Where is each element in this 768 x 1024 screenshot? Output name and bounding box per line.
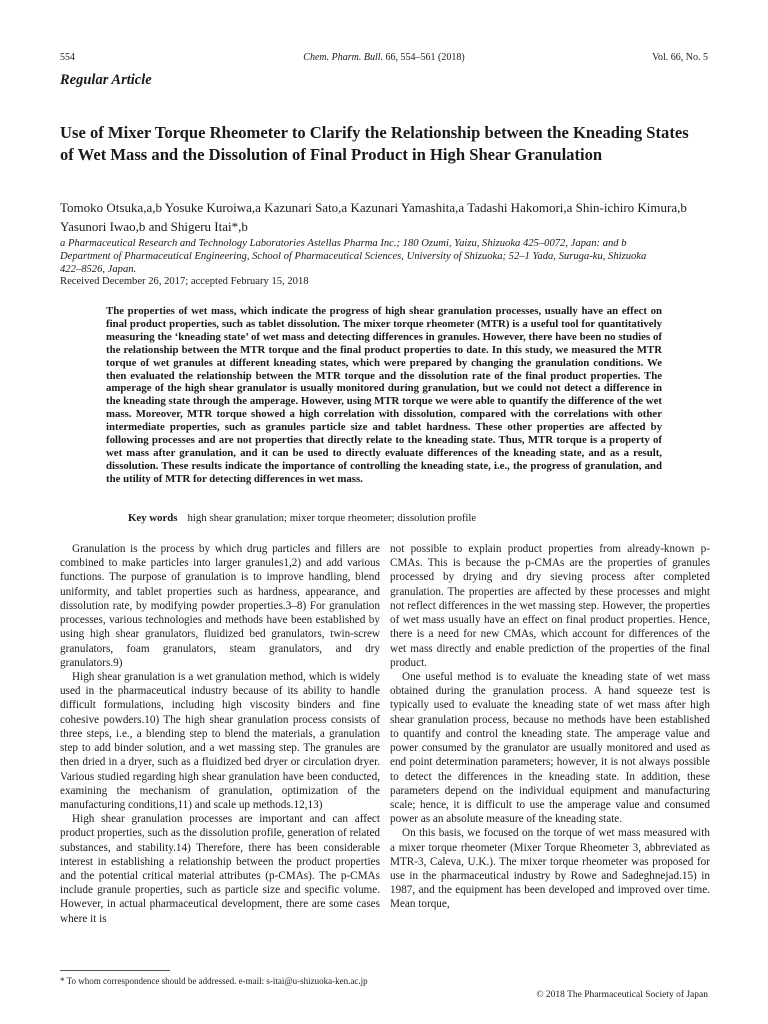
paragraph: On this basis, we focused on the torque of wet mass measured with a mixer torque rheometer (Mixer Torque Rheometer 3, abbreviated as MTR-3, Caleva, U.K.). The mixer torque rheometer was proposed for use in the pharmaceutical industry by Rowe and Sadeghnejad.15) in 1987, and the equipment has been developed and improved over time. Mean torque, xyxy=(390,827,710,911)
body-column-right xyxy=(390,542,710,912)
paragraph: One useful method is to evaluate the kneading state of wet mass obtained during the granulation process. A hand squeeze test is typically used to evaluate the kneading state of wet mass after high shear granulation process, because no methods have been established to quantify and control the kneading state. The amperage value and power consumed by the granulator are usually monitored and used as end point determination parameters; however, it is not always possible to detect the differences in the kneading state. In addition, these parameters depend on the individual equipment and manufacturing scale; hence, it is difficult to use the amperage value and consumed power as an absolute measure of the kneading state. xyxy=(390,670,710,826)
journal-issue: 66, 554–561 (2018) xyxy=(383,52,465,63)
copyright-notice: © 2018 The Pharmaceutical Society of Japan xyxy=(536,990,708,1000)
article-title: Use of Mixer Torque Rheometer to Clarify the Relationship between the Kneading States of Wet Mass and the Dissolution of Final Product in High Shear Granulation xyxy=(60,123,689,164)
correspondence-footnote: * To whom correspondence should be addressed. e-mail: s-itai@u-shizuoka-ken.ac.jp xyxy=(60,976,368,986)
footnote-rule xyxy=(60,970,170,971)
volume-issue: Vol. 66, No. 5 xyxy=(652,52,708,63)
journal-name: Chem. Pharm. Bull. xyxy=(303,52,384,63)
page-number: 554 xyxy=(60,52,75,63)
keywords-text: high shear granulation; mixer torque rheometer; dissolution profile xyxy=(187,512,477,524)
affiliations-block xyxy=(60,238,660,289)
running-header xyxy=(60,52,708,66)
paragraph: not possible to explain product properties from already-known p-CMAs. This is because the p-CMAs are the properties of granules processed by drying and dry sieving process after completed granulation. The properties are affected by these processes and might not reflect differences in the wet massing step. However, the properties of wet mass usually have an effect on final product properties. Hence, there is a need for new CMAs, which account for differences of the wet mass directly and enable prediction of the properties of the final product. xyxy=(390,543,710,669)
keywords-label: Key words xyxy=(128,512,178,524)
journal-citation xyxy=(60,52,708,63)
paragraph: Granulation is the process by which drug particles and fillers are combined to make particles into larger granules1,2) and add various functions. The purpose of granulation is to improve handling, blend uniformity, and tablet properties such as hardness, appearance, and dissolution rate, by modifying powder properties.3–8) For granulation processes, various technologies and methods have been established by using high shear granulators, fluidized bed granulators, twin-screw granulators, foam granulators, steam granulators, and dry granulators.9) xyxy=(60,543,380,669)
affiliations: a Pharmaceutical Research and Technology Laboratories Astellas Pharma Inc.; 180 Ozumi, Yaizu, Shizuoka 425–0072, Japan: and b Department of Pharmaceutical Engineering, School of Pharmaceutical Sciences, University of Shizuoka; 52–1 Yada, Suruga-ku, Shizuoka 422–8526, Japan. xyxy=(60,238,647,275)
keywords xyxy=(128,512,476,524)
paragraph: High shear granulation processes are important and can affect product properties, such as the dissolution profile, generation of related substances, and stability.14) Therefore, there has been considerable interest in establishing a relationship between the product properties and the potential critical material attributes (p-CMAs). The p-CMAs include granule properties, such as particle size and specific volume. However, in actual pharmaceutical development, there are some cases where it is xyxy=(60,813,380,925)
abstract xyxy=(106,305,662,486)
author-list: Tomoko Otsuka,a,b Yosuke Kuroiwa,a Kazunari Sato,a Kazunari Yamashita,a Tadashi Hakomori,a Shin-ichiro Kimura,b Yasunori Iwao,b and Shigeru Itai*,b xyxy=(60,200,687,234)
abstract-text: The properties of wet mass, which indicate the progress of high shear granulation processes, usually have an effect on final product properties, such as tablet dissolution. The mixer torque rheometer (MTR) is a useful tool for quantitatively measuring the ‘kneading state’ of wet mass and detecting differences in granules. However, there have been no studies of the relationship between the MTR torque and the final product properties to date. In this study, we measured the MTR torque of wet granules at different kneading states, which were prepared by changing the granulation conditions. We then evaluated the relationship between the MTR torque and the dissolution rate of the final product properties. The amperage of the high shear granulator is usually monitored during granulation, but we could not detect a difference in the kneading state through the amperage. However, using MTR torque we were able to quantify the difference of the wet mass. Moreover, MTR torque showed a high correlation with dissolution, compared with the correlations with other intermediate properties, such as granules particle size and tablet hardness. These other properties are affected by following processes and are not properties that directly relate to the kneading state. Thus, MTR torque is a property of wet mass after granulation, and it can be used to directly evaluate differences of the kneading state, and as a result, dissolution. These results indicate the importance of controlling the kneading state, i.e., the progress of granulation, and the utility of MTR for detecting differences in wet mass. xyxy=(106,305,662,485)
received-dates: Received December 26, 2017; accepted February 15, 2018 xyxy=(60,276,309,288)
body-column-left xyxy=(60,542,380,926)
article-type: Regular Article xyxy=(60,72,152,88)
paragraph: High shear granulation is a wet granulation method, which is widely used in the pharmaceutical industry because of its ability to handle difficult formulations, including high viscosity binders and fine cohesive powders.10) The high shear granulation process consists of three steps, i.e., a blending step to blend the materials, a granulation step to add binder solution, and a wet massing step. The granules are then dried in a dryer, such as a fluidized bed dryer or circulation dryer. Various studied regarding high shear granulation have been conducted, examining the mechanism of granulation, optimization of the manufacturing conditions,11) and scale up methods.12,13) xyxy=(60,670,380,811)
